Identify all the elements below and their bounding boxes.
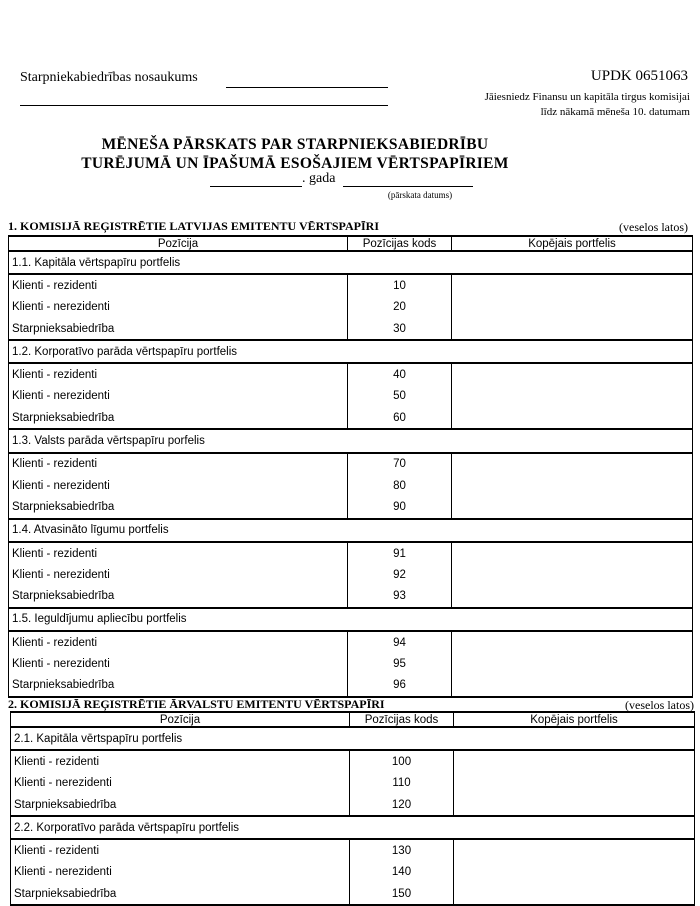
portfolio-value-cell[interactable] [452,585,693,607]
portfolio-value-cell[interactable] [452,564,693,585]
gada-label: . gada [302,171,336,186]
portfolio-value-cell[interactable] [452,631,693,653]
row-code: 100 [350,750,454,772]
group-row [9,251,693,274]
row-code: 70 [348,453,452,475]
table-row [9,363,693,385]
row-code: 95 [348,653,452,674]
portfolio-value-cell[interactable] [452,407,693,429]
group-row [9,519,693,542]
row-code: 96 [348,675,452,697]
header-position: Pozīcija [11,712,350,727]
table-row [9,542,693,564]
group-label: 2.1. Kapitāla vērtspapīru portfelis [11,727,695,750]
row-code: 50 [348,386,452,407]
row-label: Klienti - nerezidenti [9,653,348,674]
report-date-caption: (pārskata datums) [387,190,453,200]
portfolio-value-cell[interactable] [454,839,695,861]
row-label: Starpnieksabiedrība [9,675,348,697]
table-row [11,794,695,816]
report-date-line [210,171,473,187]
table-row [11,750,695,772]
row-label: Starpnieksabiedrība [9,318,348,340]
row-code: 30 [348,318,452,340]
row-code: 140 [350,862,454,883]
row-code: 110 [350,773,454,794]
header-portfolio: Kopējais portfelis [452,236,693,251]
row-code: 10 [348,274,452,296]
table-row [9,453,693,475]
row-label: Klienti - rezidenti [9,274,348,296]
row-label: Klienti - nerezidenti [11,773,350,794]
year-field[interactable] [210,172,302,187]
row-code: 40 [348,363,452,385]
row-label: Klienti - nerezidenti [11,862,350,883]
table-row [9,407,693,429]
row-code: 94 [348,631,452,653]
company-name-field[interactable] [226,87,388,88]
portfolio-value-cell[interactable] [452,363,693,385]
company-name-field-line2[interactable] [20,105,388,106]
group-row [11,727,695,750]
table-header-row [9,236,693,251]
report-title-line-2: TURĒJUMĀ UN ĪPAŠUMĀ ESOŠAJIEM VĒRTSPAPĪRIEM [81,155,509,172]
portfolio-value-cell[interactable] [452,496,693,518]
section-1-title: 1. KOMISIJĀ REĢISTRĒTIE LATVIJAS EMITENTU VĒRTSPAPĪRI [8,219,379,233]
table-row [11,773,695,794]
portfolio-value-cell[interactable] [452,453,693,475]
submission-instruction [485,90,690,120]
portfolio-value-cell[interactable] [454,862,695,883]
header-position: Pozīcija [9,236,348,251]
row-label: Klienti - nerezidenti [9,475,348,496]
company-name-label: Starpniekabiedrības nosaukums [20,70,198,85]
group-label: 1.2. Korporatīvo parāda vērtspapīru portfelis [9,340,693,363]
table-row [9,318,693,340]
group-label: 1.4. Atvasināto līgumu portfelis [9,519,693,542]
row-code: 20 [348,297,452,318]
row-code: 90 [348,496,452,518]
portfolio-value-cell[interactable] [452,542,693,564]
group-label: 1.1. Kapitāla vērtspapīru portfelis [9,251,693,274]
group-row [9,429,693,452]
table-row [9,496,693,518]
row-code: 92 [348,564,452,585]
section-2-title: 2. KOMISIJĀ REĢISTRĒTIE ĀRVALSTU EMITENTU VĒRTSPAPĪRI [8,697,385,711]
section-1-table [8,235,693,698]
table-row [9,274,693,296]
instruction-line-2: līdz nākamā mēneša 10. datumam [540,106,690,118]
row-code: 130 [350,839,454,861]
form-code: UPDK 0651063 [590,68,688,84]
report-title-line-1: MĒNEŠA PĀRSKATS PAR STARPNIEKSABIEDRĪBU [101,136,489,153]
section-2-unit: (veselos latos) [625,698,694,712]
row-label: Starpnieksabiedrība [9,407,348,429]
table-row [9,631,693,653]
row-label: Starpnieksabiedrība [9,496,348,518]
row-code: 120 [350,794,454,816]
group-label: 1.5. Ieguldījumu apliecību portfelis [9,608,693,631]
portfolio-value-cell[interactable] [452,274,693,296]
report-date-field[interactable] [343,172,473,187]
row-label: Klienti - rezidenti [9,542,348,564]
table-row [11,883,695,905]
row-label: Klienti - rezidenti [9,453,348,475]
portfolio-value-cell[interactable] [452,318,693,340]
portfolio-value-cell[interactable] [454,794,695,816]
portfolio-value-cell[interactable] [452,297,693,318]
row-code: 80 [348,475,452,496]
group-row [9,340,693,363]
header-code: Pozīcijas kods [348,236,452,251]
table-header-row [11,712,695,727]
table-row [9,675,693,697]
table-row [9,386,693,407]
row-label: Starpnieksabiedrība [11,883,350,905]
row-code: 150 [350,883,454,905]
table-row [9,585,693,607]
row-label: Starpnieksabiedrība [11,794,350,816]
row-label: Klienti - rezidenti [11,750,350,772]
row-code: 91 [348,542,452,564]
group-row [9,608,693,631]
row-label: Starpnieksabiedrība [9,585,348,607]
header-portfolio: Kopējais portfelis [454,712,695,727]
table-row [9,297,693,318]
header-code: Pozīcijas kods [350,712,454,727]
portfolio-value-cell[interactable] [454,883,695,905]
row-code: 60 [348,407,452,429]
row-label: Klienti - rezidenti [9,631,348,653]
row-label: Klienti - nerezidenti [9,297,348,318]
group-label: 1.3. Valsts parāda vērtspapīru porfelis [9,429,693,452]
portfolio-value-cell[interactable] [452,386,693,407]
table-row [11,862,695,883]
row-label: Klienti - rezidenti [11,839,350,861]
group-row [11,816,695,839]
section-2-table [10,711,695,906]
portfolio-value-cell[interactable] [454,773,695,794]
table-row [9,653,693,674]
table-row [9,564,693,585]
table-row [11,839,695,861]
portfolio-value-cell[interactable] [452,653,693,674]
portfolio-value-cell[interactable] [452,475,693,496]
row-label: Klienti - nerezidenti [9,386,348,407]
portfolio-value-cell[interactable] [452,675,693,697]
row-label: Klienti - rezidenti [9,363,348,385]
table-row [9,475,693,496]
group-label: 2.2. Korporatīvo parāda vērtspapīru portfelis [11,816,695,839]
instruction-line-1: Jāiesniedz Finansu un kapitāla tirgus komisijai [484,91,690,103]
row-code: 93 [348,585,452,607]
row-label: Klienti - nerezidenti [9,564,348,585]
portfolio-value-cell[interactable] [454,750,695,772]
section-1-unit: (veselos latos) [619,220,688,234]
